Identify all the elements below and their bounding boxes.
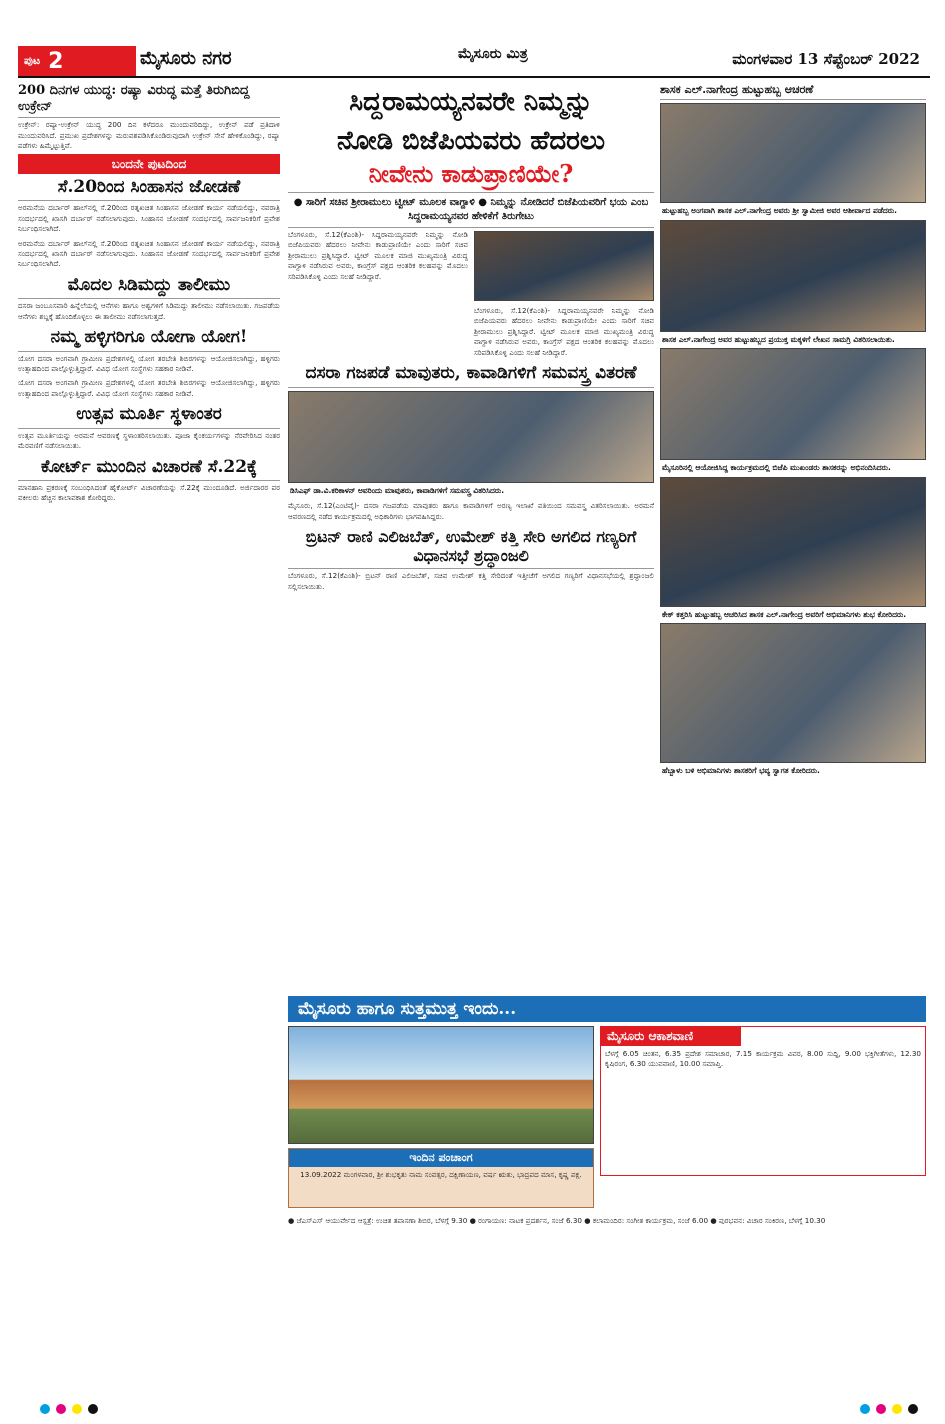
black-dot [88, 1404, 98, 1414]
cyan-dot [40, 1404, 50, 1414]
yellow-dot [72, 1404, 82, 1414]
issue-date: ಮಂಗಳವಾರ 13 ಸೆಪ್ಟೆಂಬರ್ 2022 [732, 50, 920, 68]
panchanga-box [288, 1148, 594, 1208]
lead-deck: ● ಸಾರಿಗೆ ಸಚಿವ ಶ್ರೀರಾಮುಲು ಟ್ವೀಟ್ ಮೂಲಕ ವಾಗ್ದಾಳಿ ● ನಿಮ್ಮನ್ನು ನೋಡಿದರೆ ಬಿಜೆಪಿಯವರಿಗೆ ಭಯ ಎಂಬ ಸಿದ್ದರಾಮಯ್ಯನವರ ಹೇಳಿಕೆಗೆ ತಿರುಗೇಟು [288, 192, 654, 228]
dasara-caption: ಡಿಸಿಎಫ್ ಡಾ.ವಿ.ಕರಿಕಾಳನ್ ಅವರಿಂದು ಮಾವುತರು, ಕಾವಾಡಿಗಳಿಗೆ ಸಮವಸ್ತ್ರ ವಿತರಿಸಿದರು. [290, 485, 505, 495]
headline-throne: ಸೆ.20ರಿಂದ ಸಿಂಹಾಸನ ಜೋಡಣೆ [18, 174, 280, 201]
mahouts-group-photo [288, 391, 654, 483]
section-title: ಮೈಸೂರು ನಗರ [140, 48, 232, 69]
mysore-palace-photo [288, 1026, 594, 1144]
story-throne-more: ಅರಮನೆಯ ದರ್ಬಾರ್ ಹಾಲ್‌ನಲ್ಲಿ ಸೆ.20ರಿಂದ ರತ್ನಖಚಿತ ಸಿಂಹಾಸನ ಜೋಡಣೆ ಕಾರ್ಯ ನಡೆಯಲಿದ್ದು, ನವರಾತ್ರಿ ಸಂದರ್ಭದಲ್ಲಿ ಖಾಸಗಿ ದರ್ಬಾರ್ ನಡೆಸಲಾಗುವುದು. ಸಿಂಹಾಸನ ಜೋಡಣೆ ಸಂದರ್ಭದಲ್ಲಿ ಸಾರ್ವಜನಿಕರಿಗೆ ಪ್ರವೇಶ ನಿರ್ಬಂಧಿಸಲಾಗಿದೆ. [18, 238, 280, 269]
radio-schedule-box [600, 1026, 926, 1176]
headline-mla-birthday: ಶಾಸಕ ಎಲ್.ನಾಗೇಂದ್ರ ಹುಟ್ಟುಹಬ್ಬ ಆಚರಣೆ [660, 80, 926, 100]
lead-story-cont: ಬೆಂಗಳೂರು, ಸೆ.12(ಕೆಎಂಶಿ)- ಸಿದ್ದರಾಮಯ್ಯನವರೇ ನಿಮ್ಮನ್ನು ನೋಡಿ ಬಿಜೆಪಿಯವರು ಹೆದರಲು ನೀವೇನು ಕಾಡುಪ್ರಾಣಿಯೇ ಎಂದು ಸಾರಿಗೆ ಸಚಿವ ಶ್ರೀರಾಮುಲು ಪ್ರಶ್ನಿಸಿದ್ದಾರೆ. ಟ್ವೀಟ್ ಮೂಲಕ ಮಾಜಿ ಮುಖ್ಯಮಂತ್ರಿ ವಿರುದ್ಧ ವಾಗ್ದಾಳಿ ನಡೆಸಿರುವ ಅವರು, ಕಾಂಗ್ರೆಸ್ ಪಕ್ಷದ ಆಂತರಿಕ ಕಲಹವನ್ನು ಮೊದಲು ಸರಿಪಡಿಸಿಕೊಳ್ಳಿ ಎಂದು ಸಲಹೆ ನೀಡಿದ್ದಾರೆ. [474, 306, 654, 357]
lead-headline-line2: ನೋಡಿ ಬಿಜೆಪಿಯವರು ಹೆದರಲು [337, 125, 605, 156]
children-photo [660, 220, 926, 332]
story-throne: ಅರಮನೆಯ ದರ್ಬಾರ್ ಹಾಲ್‌ನಲ್ಲಿ ಸೆ.20ರಿಂದ ರತ್ನಖಚಿತ ಸಿಂಹಾಸನ ಜೋಡಣೆ ಕಾರ್ಯ ನಡೆಯಲಿದ್ದು, ನವರಾತ್ರಿ ಸಂದರ್ಭದಲ್ಲಿ ಖಾಸಗಿ ದರ್ಬಾರ್ ನಡೆಸಲಾಗುವುದು. ಸಿಂಹಾಸನ ಜೋಡಣೆ ಸಂದರ್ಭದಲ್ಲಿ ಸಾರ್ವಜನಿಕರಿಗೆ ಪ್ರವೇಶ ನಿರ್ಬಂಧಿಸಲಾಗಿದೆ. [18, 203, 280, 234]
page-number: 2 [48, 48, 64, 74]
masthead [18, 46, 930, 76]
lead-headline-line1: ಸಿದ್ದರಾಮಯ್ಯನವರೇ ನಿಮ್ಮನ್ನು [349, 87, 593, 117]
headline-yoga: ನಮ್ಮ ಹಳ್ಳಿಗರಿಗೂ ಯೋಗಾ ಯೋಗ! [18, 324, 280, 351]
headline-court: ಕೋರ್ಟ್ ಮುಂದಿನ ವಿಚಾರಣೆ ಸೆ.22ಕ್ಕೆ [18, 454, 280, 481]
mla-swamiji-photo [660, 103, 926, 203]
headline-tribute: ಬ್ರಿಟನ್ ರಾಣಿ ಎಲಿಜಬೆತ್, ಉಮೇಶ್ ಕತ್ತಿ ಸೇರಿ ಅಗಲಿದ ಗಣ್ಯರಿಗೆ ವಿಧಾನಸಭೆ ಶ್ರದ್ಧಾಂಜಲಿ [288, 524, 654, 569]
page-number-box [18, 46, 136, 76]
newspaper-name: ಮೈಸೂರು ಮಿತ್ರ [458, 46, 528, 62]
radio-title: ಮೈಸೂರು ಆಕಾಶವಾಣಿ [601, 1027, 741, 1046]
band-title: ಮೈಸೂರು ಹಾಗೂ ಸುತ್ತಮುತ್ತ ಇಂದು... [288, 996, 926, 1022]
mysore-today-band [288, 996, 926, 1390]
dasara-story: ಮೈಸೂರು, ಸೆ.12(ಎಂಟಿವೈ)- ದಸರಾ ಗಜಪಡೆಯ ಮಾವುತರು ಹಾಗೂ ಕಾವಾಡಿಗಳಿಗೆ ಅರಣ್ಯ ಇಲಾಖೆ ವತಿಯಿಂದ ಸಮವಸ್ತ್ರ ವಿತರಿಸಲಾಯಿತು. ಅರಮನೆ ಆವರಣದಲ್ಲಿ ನಡೆದ ಕಾರ್ಯಕ್ರಮದಲ್ಲಿ ಅಧಿಕಾರಿಗಳು ಭಾಗವಹಿಸಿದ್ದರು. [288, 501, 654, 521]
panchanga-title: ಇಂದಿನ ಪಂಚಾಂಗ [289, 1149, 593, 1167]
magenta-dot [56, 1404, 66, 1414]
headline-dasara-uniform: ದಸರಾ ಗಜಪಡೆ ಮಾವುತರು, ಕಾವಾಡಿಗಳಿಗೆ ಸಮವಸ್ತ್ರ ವಿತರಣೆ [288, 360, 654, 387]
lead-story: ಬೆಂಗಳೂರು, ಸೆ.12(ಕೆಎಂಶಿ)- ಸಿದ್ದರಾಮಯ್ಯನವರೇ ನಿಮ್ಮನ್ನು ನೋಡಿ ಬಿಜೆಪಿಯವರು ಹೆದರಲು ನೀವೇನು ಕಾಡುಪ್ರಾಣಿಯೇ ಎಂದು ಸಾರಿಗೆ ಸಚಿವ ಶ್ರೀರಾಮುಲು ಪ್ರಶ್ನಿಸಿದ್ದಾರೆ. ಟ್ವೀಟ್ ಮೂಲಕ ಮಾಜಿ ಮುಖ್ಯಮಂತ್ರಿ ವಿರುದ್ಧ ವಾಗ್ದಾಳಿ ನಡೆಸಿರುವ ಅವರು, ಕಾಂಗ್ರೆಸ್ ಪಕ್ಷದ ಆಂತರಿಕ ಕಲಹವನ್ನು ಮೊದಲು ಸರಿಪಡಿಸಿಕೊಳ್ಳಿ ಎಂದು ಸಲಹೆ ನೀಡಿದ್ದಾರೆ. [288, 230, 468, 281]
continued-section-bar: ಬಂದನೇ ಪುಟದಿಂದ [18, 154, 280, 174]
caption-hebbal: ಹೆಬ್ಬಾಳು ಬಳಿ ಅಭಿಮಾನಿಗಳು ಶಾಸಕರಿಗೆ ಭವ್ಯ ಸ್ವಾಗತ ಕೋರಿದರು. [662, 766, 820, 776]
radio-schedule-text: ಬೆಳಗ್ಗೆ 6.05 ಚಿಂತನ, 6.35 ಪ್ರದೇಶ ಸಮಾಚಾರ, 7.15 ಕಾರ್ಯಕ್ರಮ ವಿವರ, 8.00 ಸುದ್ದಿ, 9.00 ಭಕ್ತಿಗೀತೆಗಳು, 12.30 ಕೃಷಿರಂಗ, 6.30 ಯುವವಾಣಿ, 10.00 ಸಮಾಪ್ತಿ. [605, 1049, 921, 1069]
registration-dots-right [860, 1404, 918, 1414]
registration-dots-left [40, 1404, 98, 1414]
yellow-dot [892, 1404, 902, 1414]
tribute-story: ಬೆಂಗಳೂರು, ಸೆ.12(ಕೆಎಂಶಿ)- ಬ್ರಿಟನ್ ರಾಣಿ ಎಲಿಜಬೆತ್, ಸಚಿವ ಉಮೇಶ್ ಕತ್ತಿ ಸೇರಿದಂತೆ ಇತ್ತೀಚೆಗೆ ಅಗಲಿದ ಗಣ್ಯರಿಗೆ ವಿಧಾನಸಭೆಯಲ್ಲಿ ಶ್ರದ್ಧಾಂಜಲಿ ಸಲ್ಲಿಸಲಾಯಿತು. [288, 571, 654, 591]
magenta-dot [876, 1404, 886, 1414]
caption-swamiji: ಹುಟ್ಟುಹಬ್ಬ ಅಂಗವಾಗಿ ಶಾಸಕ ಎಲ್.ನಾಗೇಂದ್ರ ಅವರು ಶ್ರೀ ಸ್ವಾಮೀಜಿ ಅವರ ಆಶೀರ್ವಾದ ಪಡೆದರು. [662, 206, 897, 216]
story-yoga-more: ಯೋಗ ದಸರಾ ಅಂಗವಾಗಿ ಗ್ರಾಮೀಣ ಪ್ರದೇಶಗಳಲ್ಲಿ ಯೋಗ ತರಬೇತಿ ಶಿಬಿರಗಳನ್ನು ಆಯೋಜಿಸಲಾಗಿದ್ದು, ಹಳ್ಳಿಗರು ಉತ್ಸಾಹದಿಂದ ಪಾಲ್ಗೊಳ್ಳುತ್ತಿದ್ದಾರೆ. ವಿವಿಧ ಯೋಗ ಸಂಸ್ಥೆಗಳು ಸಹಕಾರ ನೀಡಿವೆ. [18, 378, 280, 398]
caption-leaders: ಮೈಸೂರಿನಲ್ಲಿ ಆಯೋಜಿಸಿದ್ದ ಕಾರ್ಯಕ್ರಮದಲ್ಲಿ ಬಿಜೆಪಿ ಮುಖಂಡರು ಶಾಸಕರನ್ನು ಅಭಿನಂದಿಸಿದರು. [662, 463, 891, 473]
middle-column [288, 80, 654, 980]
page-label: ಪುಟ [24, 54, 41, 67]
headline-idol: ಉತ್ಸವ ಮೂರ್ತಿ ಸ್ಥಳಾಂತರ [18, 401, 280, 428]
story-yoga: ಯೋಗ ದಸರಾ ಅಂಗವಾಗಿ ಗ್ರಾಮೀಣ ಪ್ರದೇಶಗಳಲ್ಲಿ ಯೋಗ ತರಬೇತಿ ಶಿಬಿರಗಳನ್ನು ಆಯೋಜಿಸಲಾಗಿದ್ದು, ಹಳ್ಳಿಗರು ಉತ್ಸಾಹದಿಂದ ಪಾಲ್ಗೊಳ್ಳುತ್ತಿದ್ದಾರೆ. ವಿವಿಧ ಯೋಗ ಸಂಸ್ಥೆಗಳು ಸಹಕಾರ ನೀಡಿವೆ. [18, 353, 280, 373]
black-dot [908, 1404, 918, 1414]
hebbal-welcome-photo [660, 623, 926, 763]
caption-cake: ಕೇಕ್ ಕತ್ತರಿಸಿ ಹುಟ್ಟುಹಬ್ಬ ಆಚರಿಸಿದ ಶಾಸಕ ಎಲ್.ನಾಗೇಂದ್ರ ಅವರಿಗೆ ಅಭಿಮಾನಿಗಳು ಶುಭ ಕೋರಿದರು. [662, 609, 907, 619]
headline-ukraine: 200 ದಿನಗಳ ಯುದ್ಧ: ರಷ್ಯಾ ವಿರುದ್ಧ ಮತ್ತೆ ತಿರುಗಿಬಿದ್ದ ಉಕ್ರೇನ್ [18, 80, 280, 118]
panchanga-text: 13.09.2022 ಮಂಗಳವಾರ, ಶ್ರೀ ಶುಭಕೃತು ನಾಮ ಸಂವತ್ಸರ, ದಕ್ಷಿಣಾಯಣ, ವರ್ಷ ಋತು, ಭಾದ್ರಪದ ಮಾಸ, ಕೃಷ್ಣ ಪಕ್ಷ. [300, 1170, 582, 1179]
caption-children: ಶಾಸಕ ಎಲ್.ನಾಗೇಂದ್ರ ಅವರ ಹುಟ್ಟುಹಬ್ಬದ ಪ್ರಯುಕ್ತ ಮಕ್ಕಳಿಗೆ ಲೇಖನ ಸಾಮಗ್ರಿ ವಿತರಿಸಲಾಯಿತು. [662, 334, 895, 344]
masthead-rule [18, 76, 930, 78]
story-court: ಮಾನಹಾನಿ ಪ್ರಕರಣಕ್ಕೆ ಸಂಬಂಧಿಸಿದಂತೆ ಹೈಕೋರ್ಟ್ ವಿಚಾರಣೆಯನ್ನು ಸೆ.22ಕ್ಕೆ ಮುಂದೂಡಿದೆ. ಅರ್ಜಿದಾರರ ಪರ ವಕೀಲರು ಹೆಚ್ಚಿನ ಕಾಲಾವಕಾಶ ಕೋರಿದ್ದರು. [18, 482, 280, 503]
sriramulu-photo [474, 231, 654, 301]
cake-cutting-photo [660, 477, 926, 607]
story-ukraine: ಉಕ್ರೇನ್: ರಷ್ಯಾ-ಉಕ್ರೇನ್ ಯುದ್ಧ 200 ದಿನ ಕಳೆದರೂ ಮುಂದುವರಿದಿದ್ದು, ಉಕ್ರೇನ್ ಪಡೆ ಪ್ರತಿದಾಳಿ ಮುಂದುವರಿಸಿದೆ. ಪ್ರಮುಖ ಪ್ರದೇಶಗಳನ್ನು ಮರುವಶಪಡಿಸಿಕೊಂಡಿರುವುದಾಗಿ ಉಕ್ರೇನ್ ಸೇನೆ ಹೇಳಿಕೊಂಡಿದ್ದು, ರಷ್ಯಾ ಪಡೆಗಳು ಹಿಮ್ಮೆಟ್ಟುತ್ತಿವೆ. [18, 120, 280, 151]
events-listing: ● ಜೆಎಸ್‌ಎಸ್ ಆಯುರ್ವೇದ ಆಸ್ಪತ್ರೆ: ಉಚಿತ ತಪಾಸಣಾ ಶಿಬಿರ, ಬೆಳಗ್ಗೆ 9.30 ● ರಂಗಾಯಣ: ನಾಟಕ ಪ್ರದರ್ಶನ, ಸಂಜೆ 6.30 ● ಕಲಾಮಂದಿರ: ಸಂಗೀತ ಕಾರ್ಯಕ್ರಮ, ಸಂಜೆ 6.00 ● ಪುರಭವನ: ವಿಚಾರ ಸಂಕಿರಣ, ಬೆಳಗ್ಗೆ 10.30 [288, 1216, 826, 1225]
right-column [660, 80, 926, 980]
lead-story-columns [288, 228, 654, 360]
headline-fireworks: ಮೊದಲ ಸಿಡಿಮದ್ದು ತಾಲೀಮು [18, 272, 280, 299]
left-column [18, 80, 280, 1390]
cyan-dot [860, 1404, 870, 1414]
lead-headline-line3: ನೀವೇನು ಕಾಡುಪ್ರಾಣಿಯೇ? [368, 159, 574, 188]
bjp-leaders-photo [660, 348, 926, 460]
story-idol: ಉತ್ಸವ ಮೂರ್ತಿಯನ್ನು ಅರಮನೆ ಆವರಣಕ್ಕೆ ಸ್ಥಳಾಂತರಿಸಲಾಯಿತು. ಪೂಜಾ ಕೈಂಕರ್ಯಗಳನ್ನು ನೆರವೇರಿಸಿದ ನಂತರ ಮೆರವಣಿಗೆ ನಡೆಸಲಾಯಿತು. [18, 430, 280, 451]
story-fireworks: ದಸರಾ ಜಂಬೂಸವಾರಿ ಹಿನ್ನೆಲೆಯಲ್ಲಿ ಆನೆಗಳು ಹಾಗೂ ಅಶ್ವಗಳಿಗೆ ಸಿಡಿಮದ್ದು ತಾಲೀಮು ನಡೆಸಲಾಯಿತು. ಗಜಪಡೆಯ ಆನೆಗಳು ಶಬ್ದಕ್ಕೆ ಹೊಂದಿಕೊಳ್ಳಲು ಈ ತಾಲೀಮು ನಡೆಸಲಾಗುತ್ತದೆ. [18, 301, 280, 321]
